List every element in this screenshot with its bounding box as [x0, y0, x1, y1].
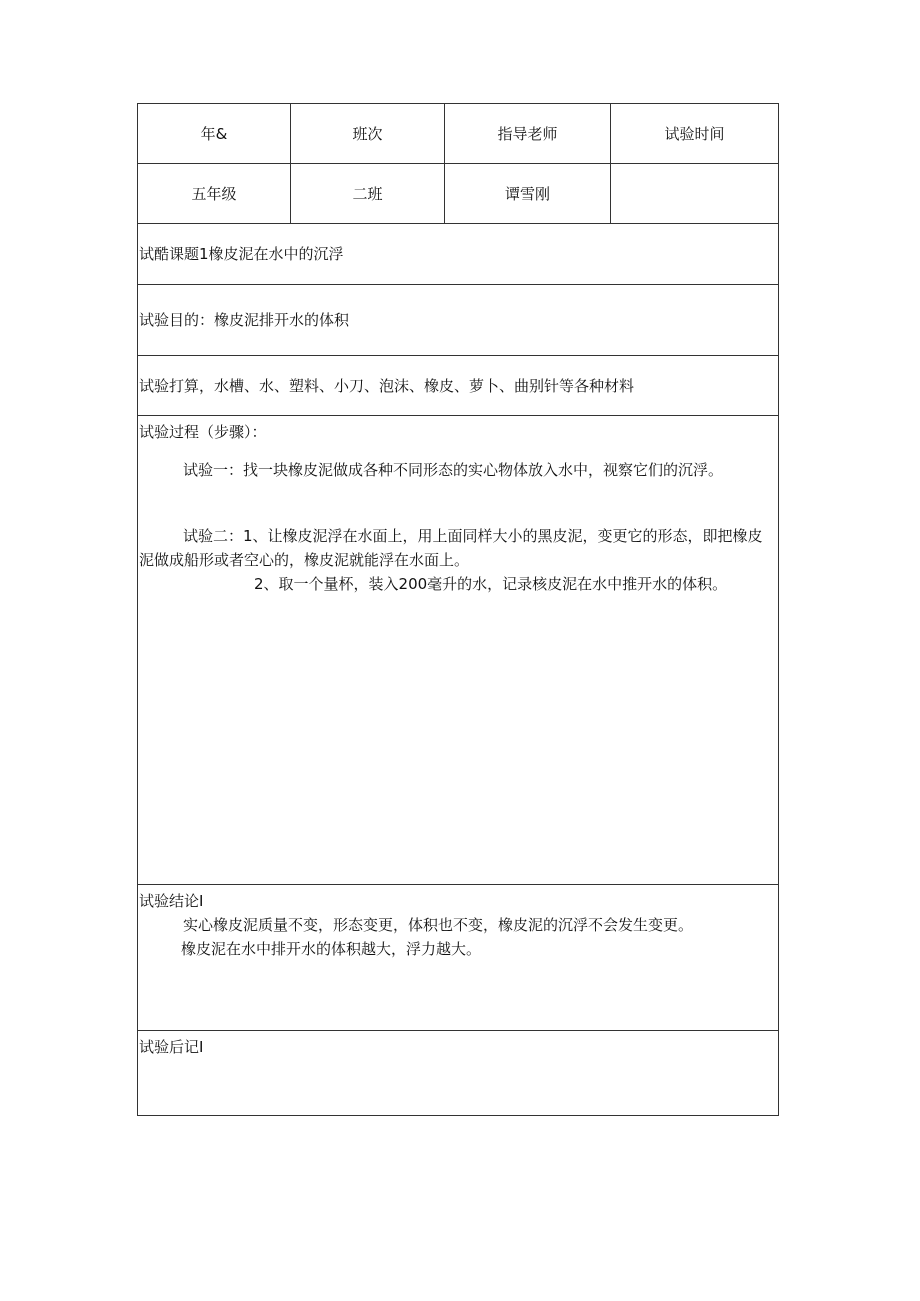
process-label: 试验过程（步骤）：	[139, 423, 267, 441]
header-time: 试验时间	[664, 125, 725, 143]
experiment-topic: 试酷课题1橡皮泥在水中的沉浮	[139, 245, 344, 263]
experiment-one-text: 试验一：找一块橡皮泥做成各种不同形态的实心物体放入水中，视察它们的沉浮。	[183, 461, 724, 479]
experiment-two-step-two: 2、取一个量杯，装入200毫升的水，记录核皮泥在水中推开水的体积。	[254, 575, 728, 593]
topic-row	[138, 224, 778, 285]
process-section	[138, 416, 778, 884]
experiment-record-table	[137, 103, 779, 1116]
header-class: 班次	[291, 104, 445, 163]
header-row	[138, 104, 778, 164]
header-teacher: 指导老师	[445, 104, 611, 163]
prep-row	[138, 356, 778, 416]
conclusion-section	[138, 885, 778, 1030]
conclusion-line-two: 橡皮泥在水中排开水的体积越大，浮力越大。	[181, 940, 482, 958]
grade-value: 五年级	[138, 164, 291, 223]
notes-section	[138, 1031, 778, 1115]
time-value	[611, 164, 778, 223]
experiment-materials: 试验打算，水槽、水、塑料、小刀、泡沫、橡皮、萝卜、曲别针等各种材料	[139, 376, 635, 395]
goal-row	[138, 285, 778, 356]
header-grade: 年&	[138, 104, 291, 163]
conclusion-label: 试验结论I	[139, 892, 204, 910]
notes-row	[138, 1031, 778, 1115]
info-row	[138, 164, 778, 224]
process-row	[138, 416, 778, 885]
conclusion-row	[138, 885, 778, 1031]
experiment-two-step-one: 试验二：1、让橡皮泥浮在水面上，用上面同样大小的黑皮泥，变更它的形态，即把橡皮泥做成船形或者空心的，橡皮泥就能浮在水面上。	[139, 527, 763, 569]
notes-label: 试验后记I	[139, 1038, 204, 1056]
class-value: 二班	[291, 164, 445, 223]
experiment-goal: 试验目的：橡皮泥排开水的体积	[139, 311, 350, 329]
teacher-value: 谭雪刚	[445, 164, 611, 223]
conclusion-line-one: 实心橡皮泥质量不变，形态变更，体积也不变，橡皮泥的沉浮不会发生变更。	[183, 916, 694, 934]
